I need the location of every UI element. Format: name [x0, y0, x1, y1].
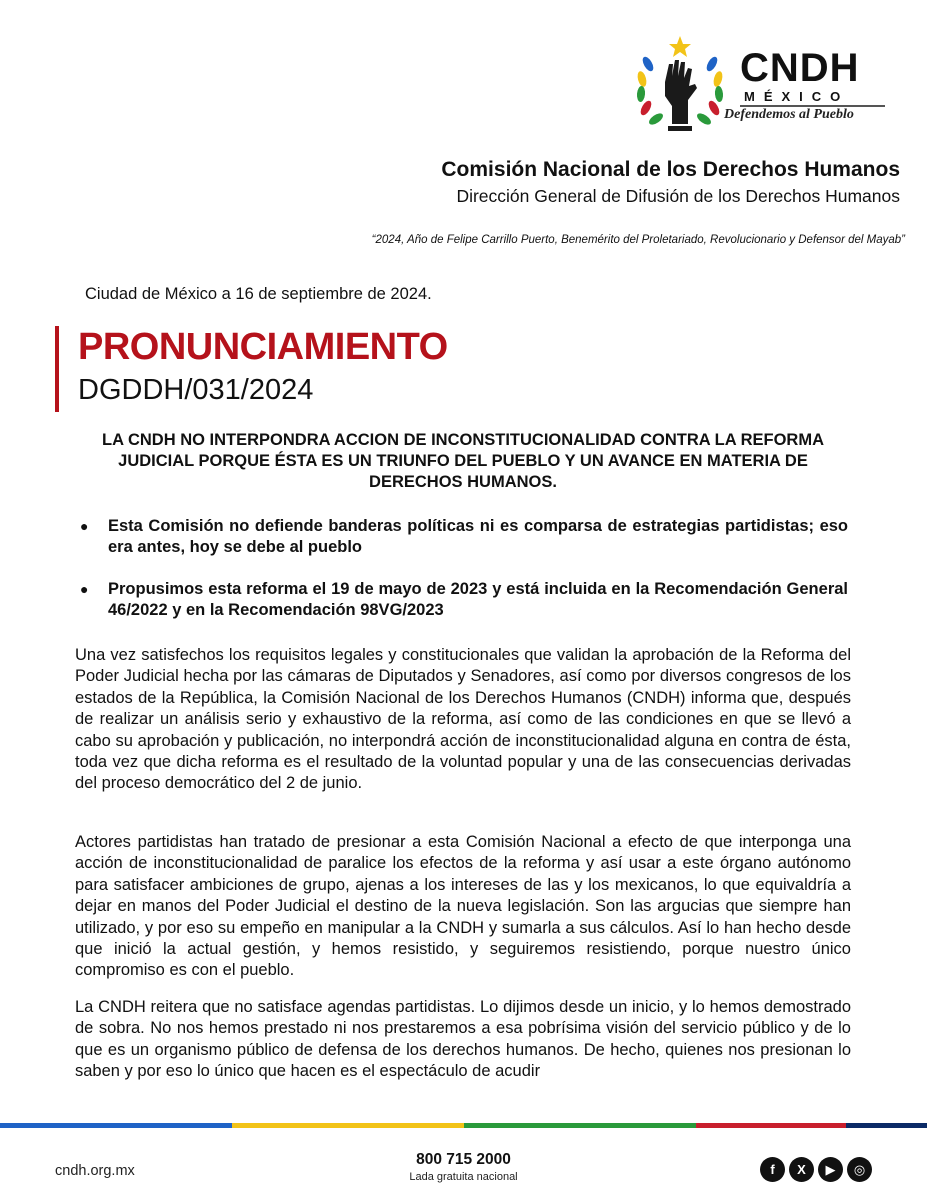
stripe-segment	[464, 1123, 696, 1128]
body-paragraph: Actores partidistas han tratado de presionar a esta Comisión Nacional a efecto de que interponga una acción de inconstitucionalidad de paralice los efectos de la reforma y así usar a este órgano autónomo para satisfacer ambiciones de grupo, ajenas a los intereses de las y los mexicanos, lo que equivaldría a dejar en manos del Poder Judicial el destino de la nueva legislación. Son las argucias que siempre han utilizado, y por eso su empeño en manipular a la CNDH y sumarla a sus cálculos. Así lo han hecho desde que inició la actual gestión, y hemos resistido, y seguiremos resistiendo, porque nuestro único compromiso es con el pueblo.	[75, 833, 851, 980]
toll-free-note: Lada gratuita nacional	[409, 1171, 518, 1183]
year-motto: “2024, Año de Felipe Carrillo Puerto, Benemérito del Proletariado, Revolucionario y Defensor del Mayab”	[371, 234, 905, 246]
footer-color-stripe	[0, 1123, 927, 1128]
document-kind: PRONUNCIAMIENTO	[78, 326, 448, 368]
stripe-segment	[232, 1123, 464, 1128]
logo-country: MÉXICO	[744, 89, 850, 104]
institution-name: Comisión Nacional de los Derechos Humanos	[441, 158, 900, 181]
bullet-text: Propusimos esta reforma el 19 de mayo de 2023 y está incluida en la Recomendación General 46/2022 y en la Recomendación 98VG/2023	[108, 580, 848, 619]
x-icon[interactable]: X	[789, 1157, 814, 1182]
headline: LA CNDH NO INTERPONDRA ACCION DE INCONSTITUCIONALIDAD CONTRA LA REFORMA JUDICIAL PORQUE ÉSTA ES UN TRIUNFO DEL PUEBLO Y UN AVANCE EN MATERIA DE DERECHOS HUMANOS.	[102, 431, 824, 491]
logo-tagline: Defendemos al Pueblo	[724, 107, 854, 122]
department-name: Dirección General de Difusión de los Derechos Humanos	[456, 186, 900, 206]
instagram-icon[interactable]: ◎	[847, 1157, 872, 1182]
bullet-item	[80, 516, 848, 560]
bullet-item	[80, 579, 848, 623]
bullet-icon: ●	[80, 518, 89, 534]
body-paragraph: La CNDH reitera que no satisface agendas partidistas. Lo dijimos desde un inicio, y lo hemos demostrado de sobra. No nos hemos prestado ni nos prestaremos a esa pobrísima visión del servicio público y de lo que es un organismo público de defensa de los derechos humanos. De hecho, quienes nos presionan lo saben y por eso lo único que hacen es el espectáculo de acudir	[75, 998, 851, 1081]
social-links	[760, 1157, 874, 1183]
place-date: Ciudad de México a 16 de septiembre de 2024.	[85, 285, 432, 303]
facebook-icon[interactable]: f	[760, 1157, 785, 1182]
logo-wordmark: CNDH	[740, 46, 860, 90]
cndh-logo	[632, 34, 872, 136]
title-accent-bar	[55, 326, 59, 412]
bullet-icon: ●	[80, 581, 89, 597]
youtube-icon[interactable]: ▶	[818, 1157, 843, 1182]
body-paragraph: Una vez satisfechos los requisitos legales y constitucionales que validan la aprobación de la Reforma del Poder Judicial hecha por las cámaras de Diputados y Senadores, así como por diversos congresos de los estados de la República, la Comisión Nacional de los Derechos Humanos (CNDH) informa que, después de realizar un análisis serio y exhaustivo de la reforma, así como de las condiciones en que se llevó a cabo su aprobación y publicación, no interpondrá acción de inconstitucionalidad alguna en contra de ésta, toda vez que dicha reforma es el resultado de la voluntad popular y una de las consecuencias derivadas del proceso democrático del 2 de junio.	[75, 646, 851, 793]
bullet-text: Esta Comisión no defiende banderas políticas ni es comparsa de estrategias partidistas; eso era antes, hoy se debe al pueblo	[108, 517, 848, 556]
raised-fist-emblem-icon	[632, 34, 732, 136]
website-link[interactable]: cndh.org.mx	[55, 1163, 135, 1179]
stripe-segment	[846, 1123, 927, 1128]
stripe-segment	[696, 1123, 846, 1128]
stripe-segment	[0, 1123, 232, 1128]
toll-free-phone: 800 715 2000	[416, 1151, 511, 1168]
document-code: DGDDH/031/2024	[78, 374, 314, 406]
